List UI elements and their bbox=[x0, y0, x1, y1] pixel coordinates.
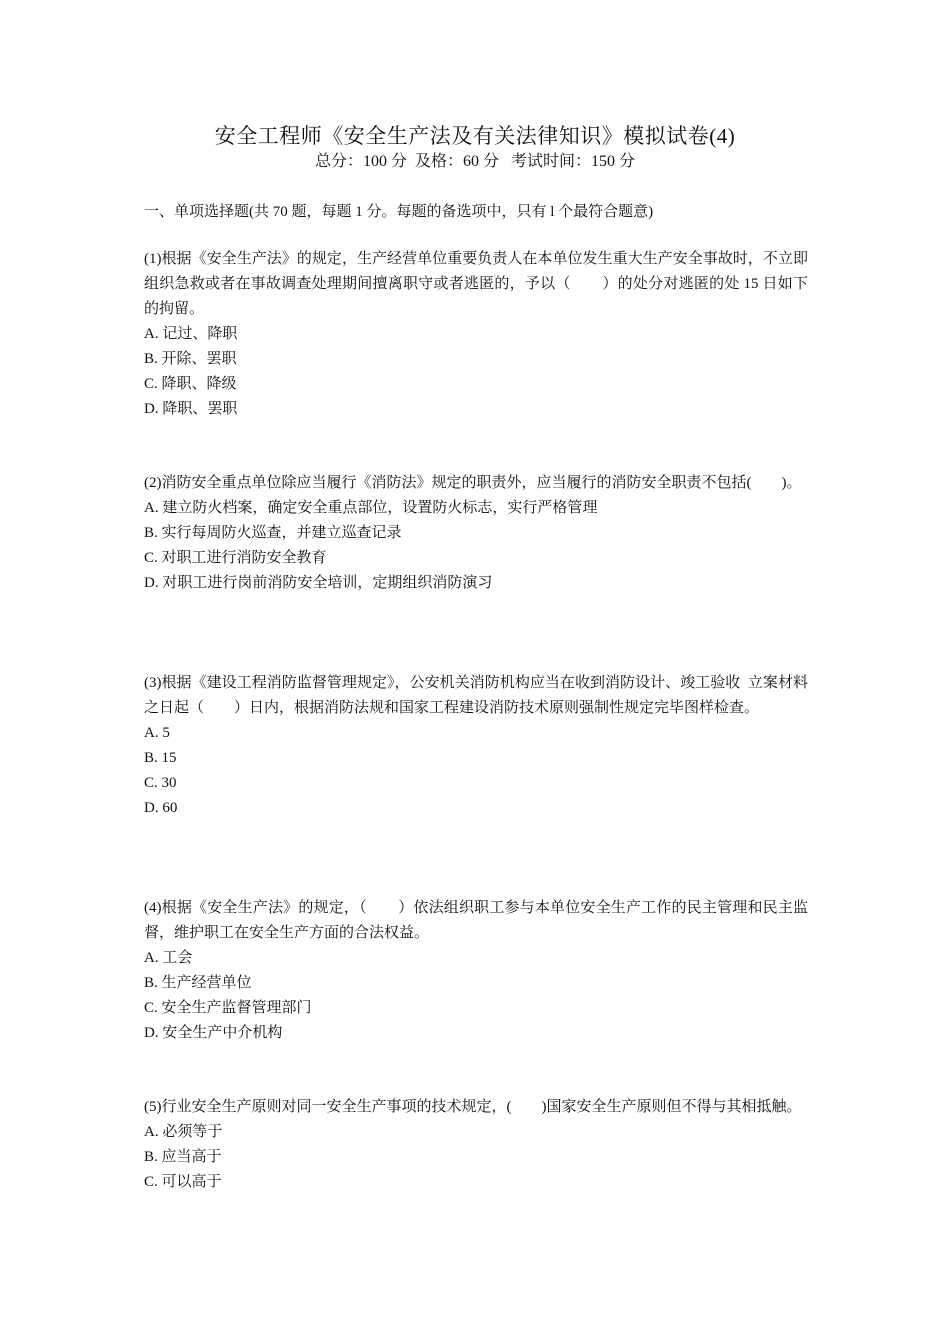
option-c: C. 降职、降级 bbox=[144, 376, 237, 392]
question-3 bbox=[144, 671, 808, 821]
option-a: A. 5 bbox=[144, 725, 170, 741]
option-a: A. 记过、降职 bbox=[144, 326, 238, 342]
question-stem: (5)行业安全生产原则对同一安全生产事项的技术规定，( )国家安全生产原则但不得与其相抵触。 bbox=[144, 1099, 802, 1115]
question-1 bbox=[144, 247, 808, 422]
option-a: A. 工会 bbox=[144, 950, 193, 966]
question-stem: (4)根据《安全生产法》的规定，（ ）依法组织职工参与本单位安全生产工作的民主管理和民主监督，维护职工在安全生产方面的合法权益。 bbox=[144, 900, 808, 941]
option-c: C. 安全生产监督管理部门 bbox=[144, 1000, 312, 1016]
question-5 bbox=[144, 1095, 808, 1195]
option-b: B. 15 bbox=[144, 750, 177, 766]
option-a: A. 必须等于 bbox=[144, 1124, 223, 1140]
question-4 bbox=[144, 896, 808, 1046]
option-b: B. 开除、罢职 bbox=[144, 351, 237, 367]
exam-meta: 总分：100 分 及格：60 分 考试时间：150 分 bbox=[314, 153, 635, 170]
option-b: B. 应当高于 bbox=[144, 1149, 222, 1165]
question-stem: (3)根据《建设工程消防监督管理规定》，公安机关消防机构应当在收到消防设计、竣工验收 立案材料之日起（ ）日内，根据消防法规和国家工程建设消防技术原则强制性规定完毕图样检查。 bbox=[144, 675, 808, 716]
question-stem: (2)消防安全重点单位除应当履行《消防法》规定的职责外，应当履行的消防安全职责不包括( )。 bbox=[144, 475, 802, 491]
option-d: D. 对职工进行岗前消防安全培训，定期组织消防演习 bbox=[144, 575, 493, 591]
option-b: B. 实行每周防火巡查，并建立巡查记录 bbox=[144, 525, 402, 541]
option-b: B. 生产经营单位 bbox=[144, 975, 252, 991]
question-2 bbox=[144, 471, 808, 596]
option-d: D. 安全生产中介机构 bbox=[144, 1025, 283, 1041]
option-c: C. 30 bbox=[144, 775, 177, 791]
option-c: C. 可以高于 bbox=[144, 1174, 222, 1190]
option-c: C. 对职工进行消防安全教育 bbox=[144, 550, 327, 566]
option-d: D. 降职、罢职 bbox=[144, 401, 238, 417]
exam-title: 安全工程师《安全生产法及有关法律知识》模拟试卷(4) bbox=[214, 124, 736, 148]
option-a: A. 建立防火档案，确定安全重点部位，设置防火标志，实行严格管理 bbox=[144, 500, 598, 516]
question-stem: (1)根据《安全生产法》的规定，生产经营单位重要负责人在本单位发生重大生产安全事故时，不立即组织急救或者在事故调查处理期间擅离职守或者逃匿的，予以（ ）的处分对逃匿的处 15 日如下的拘留。 bbox=[144, 251, 808, 317]
option-d: D. 60 bbox=[144, 800, 178, 816]
section-heading: 一、单项选择题(共 70 题，每题 1 分。每题的备选项中，只有 l 个最符合题意) bbox=[144, 204, 654, 220]
